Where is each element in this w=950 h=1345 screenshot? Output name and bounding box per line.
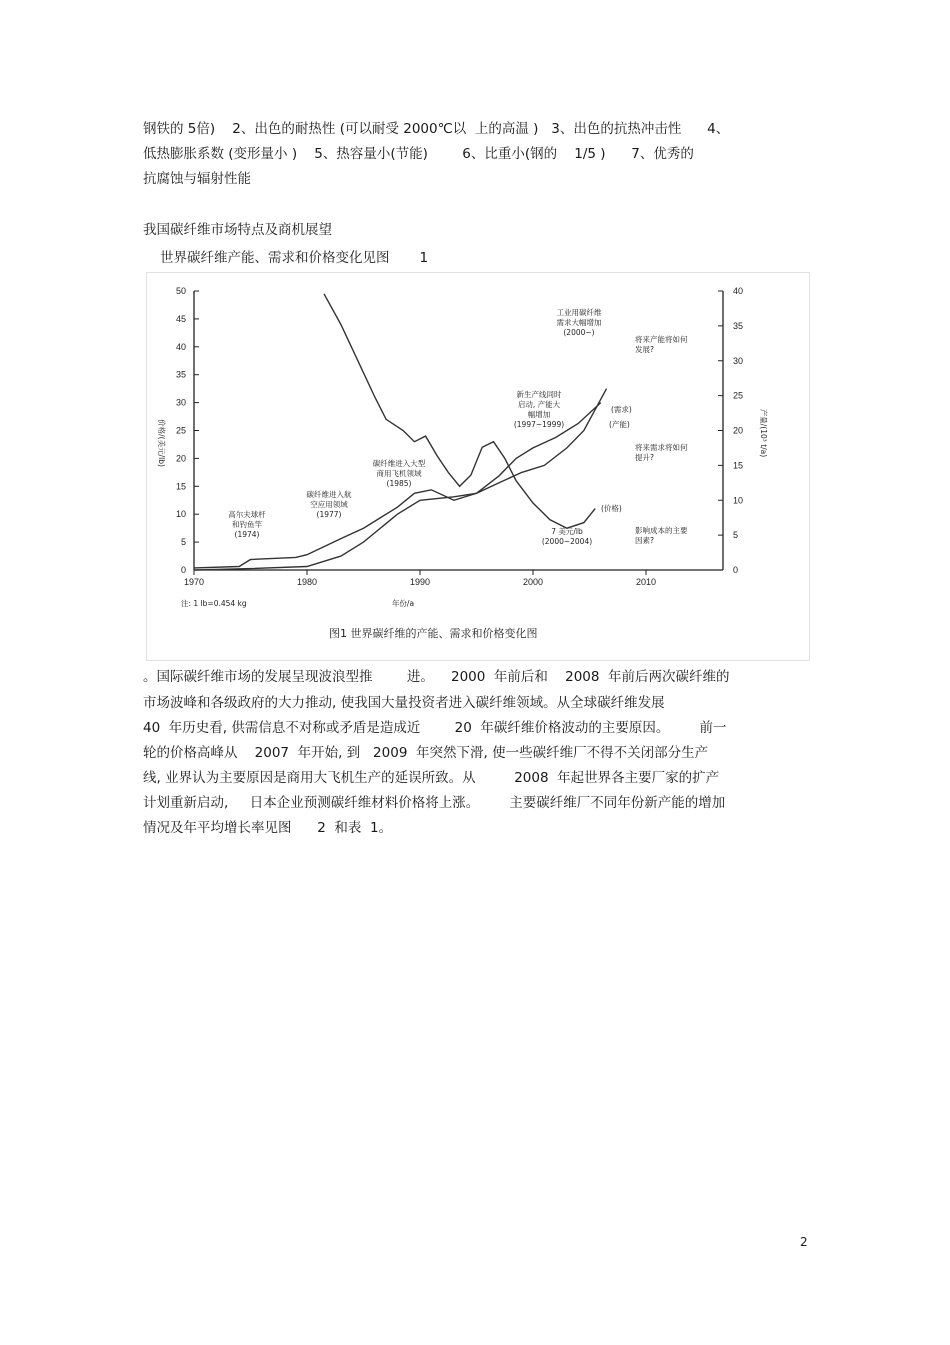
- series-label-capacity-line: (产能): [609, 420, 630, 429]
- left-tick-label: 10: [175, 509, 186, 520]
- intro-line-2: 低热膨胀系数 (变形量小 ) 5、热容量小(节能) 6、比重小(钢的 1/5 ) 7、优秀的: [143, 146, 694, 162]
- annotation-future-demand-line: 提升?: [635, 453, 654, 462]
- figure-caption: 图1 世界碳纤维的产能、需求和价格变化图: [329, 627, 538, 640]
- annotation-aircraft-line: 碳纤维进入大型: [372, 459, 426, 468]
- unit-note: 注: 1 lb=0.454 kg: [181, 599, 247, 608]
- right-tick-label: 10: [733, 495, 744, 506]
- annotation-cost-factors-line: 因素?: [635, 536, 654, 545]
- left-tick-label: 40: [175, 341, 186, 352]
- body-line-2: 市场波峰和各级政府的大力推动, 使我国大量投资者进入碳纤维领域。从全球碳纤维发展: [143, 695, 665, 711]
- annotation-industrial-demand-line: 工业用碳纤维: [556, 308, 602, 317]
- right-tick-label: 30: [733, 355, 744, 366]
- annotation-price-low-line: 7 美元/lb: [551, 527, 583, 536]
- right-tick-label: 25: [733, 390, 744, 401]
- x-tick-label: 1990: [409, 577, 431, 587]
- x-tick-label: 2010: [635, 577, 657, 587]
- body-line-3: 40 年历史看, 供需信息不对称或矛盾是造成近 20 年碳纤维价格波动的主要原因。 前一: [143, 720, 727, 736]
- annotation-price-low-line: (2000~2004): [541, 537, 593, 546]
- intro-line-3: 抗腐蚀与辐射性能: [143, 171, 251, 187]
- right-tick-label: 20: [733, 425, 744, 436]
- body-line-7: 情况及年平均增长率见图 2 和表 1。: [143, 820, 393, 836]
- annotation-aircraft: [373, 458, 426, 488]
- annotation-new-lines: [514, 389, 564, 429]
- price-line: [324, 294, 595, 528]
- right-tick-label: 35: [733, 320, 744, 331]
- annotation-aircraft-line: (1985): [386, 479, 412, 488]
- annotation-golf-line: 高尔夫球杆: [228, 510, 266, 519]
- annotation-future-capacity: [635, 334, 688, 354]
- right-tick-label: 15: [733, 460, 744, 471]
- annotation-cost-factors-line: 影响成本的主要: [635, 526, 688, 535]
- figure-1: [146, 272, 810, 661]
- annotation-future-demand-line: 将来需求将如何: [635, 443, 688, 452]
- annotation-industrial-demand-line: 需求大幅增加: [556, 318, 602, 327]
- annotation-industrial-demand-line: (2000~): [563, 328, 595, 337]
- annotation-golf-line: 和钓鱼竿: [232, 520, 262, 529]
- annotation-cost-factors: [635, 525, 688, 545]
- x-axis-title: 年份/a: [391, 599, 415, 608]
- annotation-aerospace: [307, 489, 352, 519]
- series-label-capacity: [609, 419, 630, 429]
- body-line-4: 轮的价格高峰从 2007 年开始, 到 2009 年突然下滑, 使一些碳纤维厂不得不关闭部分生产: [143, 745, 709, 761]
- annotation-new-lines-line: (1997~1999): [513, 420, 565, 429]
- annotation-aerospace-line: 碳纤维进入航: [306, 490, 352, 499]
- annotation-future-capacity-line: 发展?: [635, 345, 654, 354]
- right-tick-label: 0: [733, 565, 739, 575]
- left-tick-label: 0: [180, 565, 186, 575]
- left-tick-label: 45: [175, 313, 186, 324]
- left-tick-label: 20: [175, 453, 186, 464]
- annotation-new-lines-line: 启动, 产能大: [517, 400, 561, 409]
- left-tick-label: 35: [175, 369, 186, 380]
- annotation-new-lines-line: 新生产线同时: [516, 390, 562, 399]
- y-axis-left-title: 价格/(美元/lb): [157, 419, 166, 467]
- series-label-price-line: (价格): [601, 504, 622, 513]
- annotation-aerospace-line: 空应用领域: [310, 500, 348, 509]
- right-tick-label: 40: [733, 286, 744, 296]
- figure-reference: 世界碳纤维产能、需求和价格变化见图 1: [160, 250, 429, 266]
- body-line-5: 线, 业界认为主要原因是商用大飞机生产的延误所致。从 2008 年起世界各主要厂家的扩产: [143, 770, 720, 786]
- x-tick-label: 1980: [296, 577, 318, 587]
- body-line-1: 。国际碳纤维市场的发展呈现波浪型推 进。 2000 年前后和 2008 年前后两次碳纤维的: [143, 669, 730, 685]
- x-tick-label: 1970: [183, 577, 205, 587]
- page-number: 2: [800, 1235, 808, 1249]
- left-tick-label: 15: [175, 481, 186, 492]
- series-label-demand: [611, 404, 632, 414]
- left-tick-label: 25: [175, 425, 186, 436]
- left-tick-label: 5: [180, 537, 186, 548]
- series-label-price: [601, 503, 622, 513]
- section-title: 我国碳纤维市场特点及商机展望: [143, 222, 332, 238]
- annotation-industrial-demand: [557, 307, 602, 337]
- right-tick-label: 5: [733, 530, 739, 541]
- left-tick-label: 30: [175, 397, 186, 408]
- annotation-golf: [228, 509, 266, 539]
- annotation-aerospace-line: (1977): [316, 510, 342, 519]
- intro-line-1: 钢铁的 5倍) 2、出色的耐热性 (可以耐受 2000℃以 上的高温 ) 3、出色的抗热冲击性 4、: [143, 121, 730, 137]
- body-line-6: 计划重新启动, 日本企业预测碳纤维材料价格将上涨。 主要碳纤维厂不同年份新产能的增加: [143, 795, 726, 811]
- annotation-future-capacity-line: 将来产能将如何: [635, 335, 688, 344]
- series-label-demand-line: (需求): [611, 405, 632, 414]
- x-tick-label: 2000: [522, 577, 544, 587]
- annotation-new-lines-line: 幅增加: [527, 410, 551, 419]
- annotation-golf-line: (1974): [234, 530, 260, 539]
- annotation-aircraft-line: 商用飞机领域: [376, 469, 422, 478]
- annotation-future-demand: [635, 442, 688, 462]
- chart-world-carbon-fiber: [147, 273, 809, 660]
- left-tick-label: 50: [175, 286, 186, 296]
- y-axis-right-title: 产量/(10³ t/a): [759, 408, 768, 458]
- annotation-price-low: [542, 526, 592, 546]
